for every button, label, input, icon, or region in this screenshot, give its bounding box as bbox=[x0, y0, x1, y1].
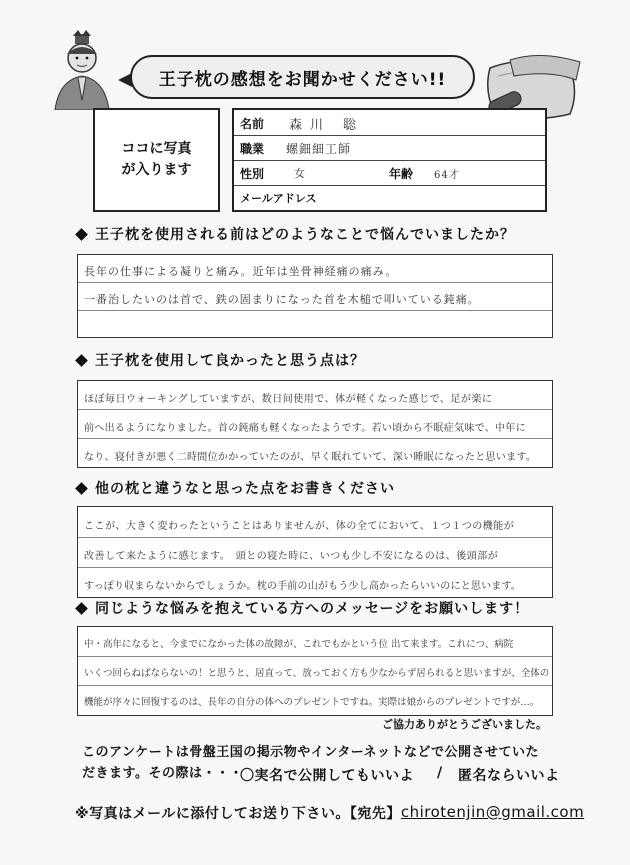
thanks-text: ご協力ありがとうございました。 bbox=[382, 718, 547, 731]
section2-title-text: 王子枕を使用して良かったと思う点は？ bbox=[95, 353, 365, 369]
section3-line3: すっぽり収まらないからでしょうか。枕の手前の山がもう少し高かったらいいのにと思います。 bbox=[84, 581, 522, 592]
gender-age-row bbox=[234, 160, 545, 186]
section2-line1: ほぼ毎日ウォーキングしていますが、数日间使用で、体が軽くなった感じで、足が楽に bbox=[84, 394, 493, 405]
job-label: 職業 bbox=[240, 142, 265, 156]
photo-placeholder-line1: ココに写真 bbox=[121, 141, 192, 157]
gender-label: 性別 bbox=[240, 167, 265, 181]
section4-answer-box bbox=[77, 626, 553, 716]
section4-line2: いくつ回らねばならないの！と思うと、居直って、放っておく方も少なからず居られると思いますが、全体の bbox=[84, 668, 550, 679]
diamond-icon bbox=[75, 482, 88, 495]
email-row bbox=[234, 185, 545, 210]
footer-text: ※写真はメールに添付してお送り下さい。【宛先】 bbox=[75, 806, 401, 822]
section1-title bbox=[77, 224, 515, 244]
section1-answer-box bbox=[77, 254, 553, 338]
section1-line1: 長年の仕事による凝りと痛み。近年は坐骨神経痛の痛み。 bbox=[84, 265, 398, 278]
section3-line1: ここが、大きく変わったということはありませんが、体の全てにおいて、１つ１つの機能が bbox=[84, 521, 515, 532]
section3-title bbox=[77, 478, 395, 498]
character-illustration bbox=[45, 30, 125, 110]
email-label: メールアドレス bbox=[240, 192, 317, 205]
job-value: 螺鈿細工師 bbox=[286, 142, 352, 156]
section2-title bbox=[77, 350, 365, 370]
notice-line2: だきます。その際は・・・ bbox=[82, 766, 243, 781]
name-value: 森川 聡 bbox=[289, 118, 365, 133]
photo-placeholder-line2: が入ります bbox=[121, 162, 192, 178]
profile-table bbox=[232, 108, 547, 212]
diamond-icon bbox=[75, 228, 88, 241]
section4-title bbox=[77, 598, 529, 618]
age-value: 64才 bbox=[434, 170, 460, 181]
section4-line3: 機能が序々に回復するのは、長年の自分の体へのプレゼントですね。実際は娘からのプレゼントですが…。 bbox=[84, 697, 540, 708]
footer-email: chirotenjin@gmail.com bbox=[400, 803, 585, 821]
option-real-name: 〇実名で公開してもいいよ bbox=[240, 768, 414, 784]
diamond-icon bbox=[75, 602, 88, 615]
age-label: 年齢 bbox=[389, 167, 414, 181]
job-row bbox=[234, 135, 545, 161]
diamond-icon bbox=[75, 354, 88, 367]
title-bubble bbox=[130, 55, 475, 99]
option-separator: / bbox=[437, 765, 443, 781]
name-label: 名前 bbox=[240, 117, 265, 131]
section3-line2: 改善して来たように感じます。 頭との寝た時に、いつも少し不安になるのは、後頭部が bbox=[84, 551, 499, 562]
section1-line2: 一番治したいのは首で、鉄の固まりになった首を木槌で叩いている鈍痛。 bbox=[84, 293, 480, 306]
footer bbox=[75, 803, 584, 823]
section4-title-text: 同じような悩みを抱えている方へのメッセージをお願いします！ bbox=[95, 601, 530, 617]
section2-line2: 前へ出るようになりました。首の鈍痛も軽くなったようです。若い頃から不眠症気味で、中年に bbox=[84, 423, 526, 434]
gender-value: 女 bbox=[294, 167, 306, 180]
section2-answer-box bbox=[77, 380, 553, 468]
section3-answer-box bbox=[77, 506, 553, 598]
section3-title-text: 他の枕と違うなと思った点をお書きください bbox=[95, 481, 395, 497]
page-title: 王子枕の感想をお聞かせください!! bbox=[158, 69, 447, 90]
photo-placeholder bbox=[93, 108, 220, 212]
option-anonymous: 匿名ならいいよ bbox=[458, 768, 560, 784]
name-row bbox=[234, 110, 545, 136]
section2-line3: なり、寝付きが悪く二時間位かかっていたのが、早く眠れていて、深い睡眠になったと思います。 bbox=[84, 452, 537, 463]
section4-line1: 中・高年になると、今までになかった体の故障が、これでもかという位 出て来ます。これにつ、病院 bbox=[84, 639, 514, 650]
notice-line1: このアンケートは骨盤王国の掲示物やインターネットなどで公開させていた bbox=[82, 745, 540, 760]
section1-title-text: 王子枕を使用される前はどのようなことで悩んでいましたか？ bbox=[95, 227, 515, 243]
